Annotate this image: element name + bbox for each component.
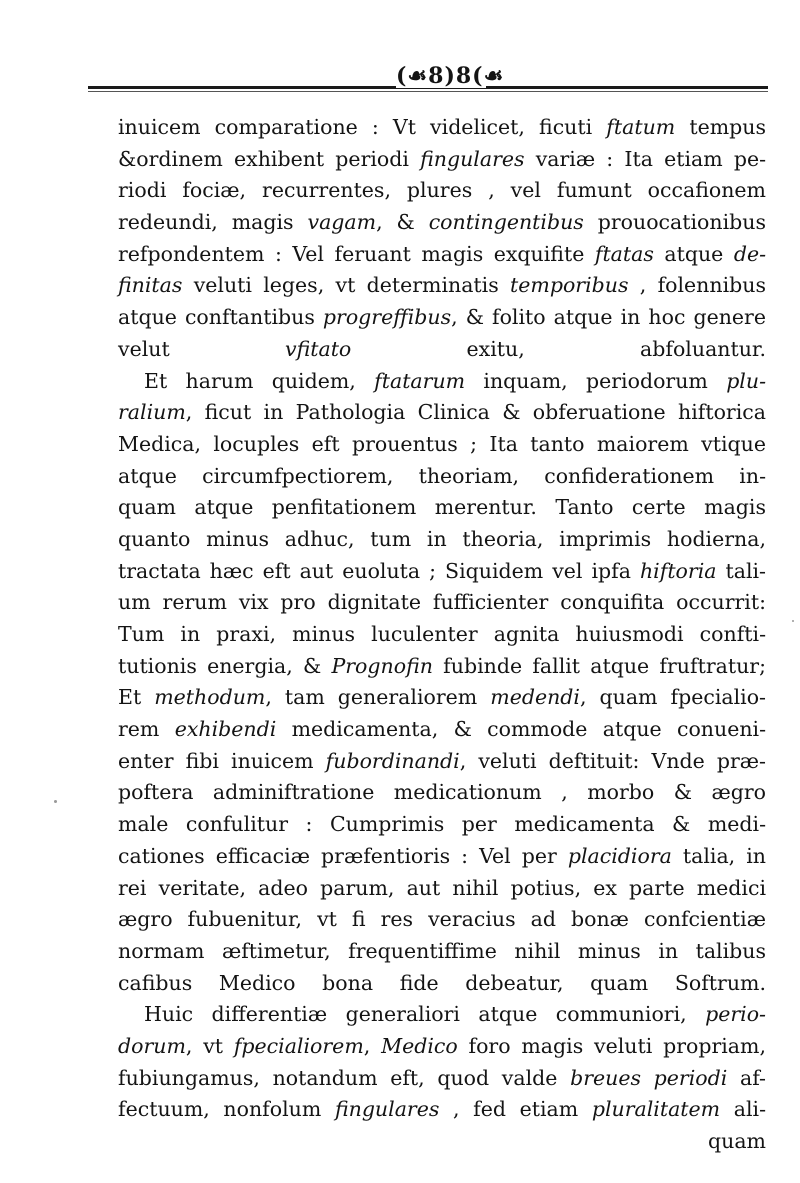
text-run: um rerum vix pro dignitate fufficienter conquifita occurrit:: [118, 590, 766, 615]
italic-run: exhibendi: [174, 717, 277, 742]
italic-run: ralium: [118, 400, 186, 425]
text-run: quam atque penfitationem merentur. Tanto certe magis: [118, 495, 766, 520]
text-run: poftera adminiftratione medicationum , morbo & ægro: [118, 780, 766, 805]
body-text: [118, 112, 766, 1158]
text-run: Et harum quidem,: [144, 368, 375, 393]
italic-run: Medico: [381, 1033, 458, 1058]
text-line: [118, 651, 766, 683]
italic-run: finitas: [118, 273, 183, 298]
text-run: medicamenta, & commode atque conueni-: [276, 717, 767, 742]
italic-run: ftatas: [594, 241, 654, 266]
italic-run: dorum: [118, 1033, 186, 1058]
text-line: [118, 144, 766, 176]
text-line: [118, 873, 766, 905]
text-run: enter fibi inuicem: [118, 748, 326, 773]
italic-run: methodum: [154, 685, 266, 710]
text-run: &ordinem exhibent periodi: [118, 146, 421, 171]
text-run: , quam fpecialio-: [579, 685, 766, 710]
text-line: [118, 302, 766, 334]
text-line: [118, 1094, 766, 1126]
text-run: talia, in: [671, 843, 766, 868]
text-run: ali-: [720, 1097, 767, 1122]
text-line: [118, 112, 766, 144]
text-line: [118, 366, 766, 398]
text-run: ,: [363, 1033, 382, 1058]
text-run: , folennibus: [628, 273, 766, 298]
italic-run: breues periodi: [570, 1065, 728, 1090]
paper-speck: [54, 800, 57, 803]
text-run: cafibus Medico bona fide debeatur, quam Softrum.: [118, 970, 766, 995]
text-line: [118, 999, 766, 1031]
text-run: variæ : Ita etiam pe-: [524, 146, 767, 171]
italic-run: medendi: [490, 685, 580, 710]
text-run: inquam, periodorum: [465, 368, 727, 393]
text-line: [118, 461, 766, 493]
italic-run: vfitato: [284, 336, 352, 361]
text-run: exitu, abfoluantur.: [351, 336, 766, 361]
text-run: rem: [118, 717, 175, 742]
text-run: atque circumfpectiorem, theoriam, confiderationem in-: [118, 463, 766, 488]
text-line: [118, 1031, 766, 1063]
text-run: , &: [376, 210, 429, 235]
text-run: tutionis energia, &: [118, 653, 332, 678]
text-run: tractata hæc eft aut euoluta ; Siquidem vel ipfa: [118, 558, 640, 583]
italic-run: de-: [733, 241, 767, 266]
text-run: normam æftimetur, frequentiffime nihil minus in talibus: [118, 938, 766, 963]
italic-run: fingulares: [420, 146, 525, 171]
italic-run: progreffibus: [322, 305, 452, 330]
italic-run: contingentibus: [428, 210, 584, 235]
text-line: [118, 270, 766, 302]
text-run: , veluti deftituit: Vnde præ-: [459, 748, 766, 773]
text-line: [118, 397, 766, 429]
text-run: inuicem comparatione : Vt videlicet, ficuti: [118, 115, 607, 139]
text-line: [118, 1063, 766, 1095]
paper-speck: [792, 620, 794, 622]
text-line: [118, 746, 766, 778]
italic-run: fubordinandi: [325, 748, 460, 773]
text-run: velut: [118, 336, 285, 361]
text-run: atque: [653, 241, 734, 266]
text-run: af-: [727, 1065, 766, 1090]
text-run: refpondentem : Vel feruant magis exquifite: [118, 241, 595, 266]
page-number: (☙8)8(☙: [396, 63, 505, 89]
text-run: quam: [708, 1129, 766, 1153]
text-run: Tum in praxi, minus luculenter agnita huiusmodi confti-: [118, 622, 766, 646]
text-run: prouocationibus: [583, 210, 767, 235]
text-line: [118, 1126, 766, 1158]
text-run: veluti leges, vt determinatis: [182, 273, 511, 298]
text-line: [118, 936, 766, 968]
text-line: [118, 841, 766, 873]
italic-run: temporibus: [510, 273, 629, 298]
text-run: tali-: [716, 558, 766, 583]
text-run: riodi fociæ, recurrentes, plures , vel fumunt occafionem: [118, 178, 766, 203]
italic-run: ftatarum: [374, 368, 466, 393]
text-run: ægro fubuenitur, vt fi res veracius ad bonæ confcientiæ: [118, 907, 766, 932]
text-line: [118, 207, 766, 239]
italic-run: Prognofin: [331, 653, 433, 678]
italic-run: vagam: [307, 210, 377, 235]
text-run: Huic differentiæ generaliori atque communiori,: [144, 1002, 706, 1027]
text-line: [118, 556, 766, 588]
text-line: [118, 714, 766, 746]
text-run: fubinde fallit atque fruftratur;: [432, 653, 766, 678]
text-line: [118, 524, 766, 556]
text-run: male confulitur : Cumprimis per medicamenta & medi-: [118, 812, 766, 837]
text-run: , tam generaliorem: [265, 685, 491, 710]
text-run: , vt: [185, 1033, 234, 1058]
text-run: tempus: [675, 115, 766, 139]
italic-run: placidiora: [567, 843, 672, 868]
italic-run: hiftoria: [639, 558, 717, 583]
text-line: [118, 175, 766, 207]
header-rule-thin: [88, 91, 768, 92]
italic-run: pluralitatem: [591, 1097, 721, 1122]
text-run: , ficut in Pathologia Clinica & obferuatione hiftorica: [185, 400, 766, 425]
text-line: [118, 587, 766, 619]
italic-run: plu-: [726, 368, 766, 393]
text-run: fubiungamus, notandum eft, quod valde: [118, 1065, 571, 1090]
text-run: atque conftantibus: [118, 305, 323, 330]
italic-run: fingulares: [334, 1097, 440, 1122]
page-header: [88, 64, 768, 94]
text-line: [118, 777, 766, 809]
text-run: rei veritate, adeo parum, aut nihil potius, ex parte medici: [118, 875, 766, 900]
text-line: [118, 968, 766, 1000]
text-line: [118, 492, 766, 524]
text-run: Medica, locuples eft prouentus ; Ita tanto maiorem vtique: [118, 431, 766, 456]
text-line: [118, 619, 766, 651]
text-run: , fed etiam: [439, 1097, 592, 1122]
text-line: [118, 429, 766, 461]
italic-run: ftatum: [606, 115, 676, 139]
text-line: [118, 904, 766, 936]
italic-run: fpecialiorem: [233, 1033, 364, 1058]
text-line: [118, 334, 766, 366]
text-run: foro magis veluti propriam,: [457, 1033, 766, 1058]
italic-run: perio-: [705, 1002, 766, 1027]
text-run: fectuum, nonfolum: [118, 1097, 335, 1122]
text-line: [118, 682, 766, 714]
text-run: quanto minus adhuc, tum in theoria, imprimis hodierna,: [118, 526, 766, 551]
text-run: Et: [118, 685, 155, 710]
text-run: , & folito atque in hoc genere: [451, 305, 766, 330]
text-line: [118, 239, 766, 271]
text-run: redeundi, magis: [118, 210, 308, 235]
text-run: cationes efficaciæ præfentioris : Vel per: [118, 843, 568, 868]
text-line: [118, 809, 766, 841]
